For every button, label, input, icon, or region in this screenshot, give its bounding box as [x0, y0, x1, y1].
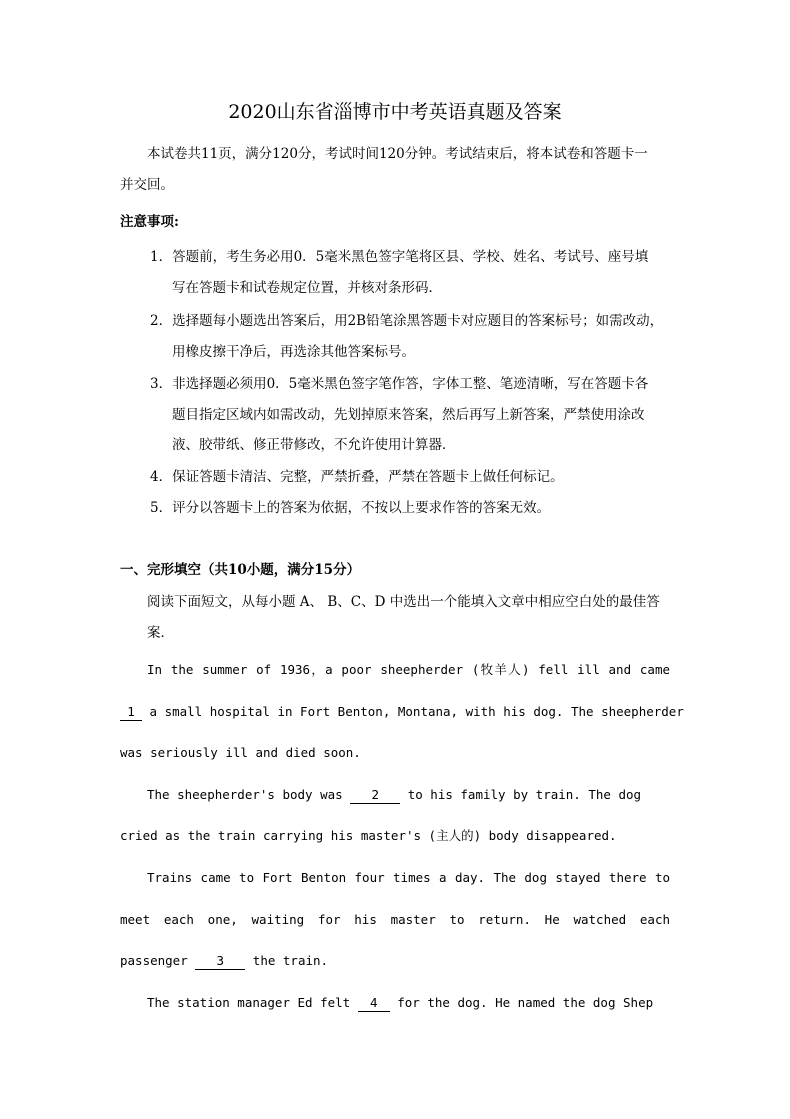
notice-item-1-line-2: 写在答题卡和试卷规定位置，并核对条形码．	[172, 280, 442, 296]
passage-p3-line-2: meet each one, waiting for his master to return. He watched each	[120, 912, 670, 927]
passage-p1-line-3: was seriously ill and died soon.	[120, 745, 361, 760]
notice-item-1-line-1: 1．答题前，考生务必用0．5毫米黑色签字笔将区县、学校、姓名、考试号、座号填	[150, 249, 649, 265]
section-1-heading: 一、完形填空（共10小题，满分15分）	[120, 562, 361, 578]
passage-p2-line-1	[147, 785, 670, 805]
section-1-instruction-line-1: 阅读下面短文，从每小题 A、 B、C、D 中选出一个能填入文章中相应空白处的最佳答	[147, 594, 660, 610]
passage-p3-line-1: Trains came to Fort Benton four times a day. The dog stayed there to	[147, 870, 670, 885]
passage-p1-line-2-text: a small hospital in Fort Benton, Montana, with his dog. The sheepherder	[142, 704, 684, 719]
notice-item-3-line-2: 题目指定区域内如需改动，先划掉原来答案，然后再写上新答案，严禁使用涂改	[172, 407, 645, 423]
blank-1[interactable]: 1	[120, 704, 142, 721]
notice-item-3-line-3: 液、胶带纸、修正带修改，不允许使用计算器．	[172, 437, 456, 453]
passage-p1-line-2	[120, 702, 684, 722]
passage-p2-line-1-text-a: The sheepherder's body was	[147, 787, 351, 802]
intro-line-1: 本试卷共11页，满分120分，考试时间120分钟。考试结束后，将本试卷和答题卡一	[147, 146, 648, 162]
notice-item-5: 5．评分以答题卡上的答案为依据，不按以上要求作答的答案无效。	[150, 500, 551, 516]
passage-p3-line-3-text-b: the train.	[245, 953, 329, 968]
notice-item-2-line-2: 用橡皮擦干净后，再选涂其他答案标号。	[172, 344, 415, 360]
blank-4[interactable]: 4	[358, 995, 390, 1012]
passage-p2-line-1-text-b: to his family by train. The dog	[400, 787, 642, 802]
passage-p4-line-1	[147, 993, 670, 1013]
notice-item-3-line-1: 3．非选择题必须用0．5毫米黑色签字笔作答，字体工整、笔迹清晰，写在答题卡各	[150, 376, 649, 392]
section-1-instruction-line-2: 案．	[147, 625, 174, 641]
passage-p2-line-2: cried as the train carrying his master's (主人的) body disappeared.	[120, 828, 617, 843]
intro-line-2: 并交回。	[120, 177, 174, 193]
notice-item-4: 4．保证答题卡清洁、完整，严禁折叠，严禁在答题卡上做任何标记。	[150, 469, 564, 485]
passage-p1-line-1: In the summer of 1936，a poor sheepherder (牧羊人) fell ill and came	[147, 662, 670, 677]
notice-item-2-line-1: 2．选择题每小题选出答案后，用2B铅笔涂黑答题卡对应题目的答案标号；如需改动，	[150, 313, 664, 329]
document-title: 2020山东省淄博市中考英语真题及答案	[228, 101, 562, 123]
blank-3[interactable]: 3	[195, 953, 245, 970]
notice-heading: 注意事项:	[120, 214, 179, 230]
blank-2[interactable]: 2	[350, 787, 400, 804]
passage-p4-line-1-text-b: for the dog. He named the dog Shep	[389, 995, 654, 1010]
passage-p3-line-3	[120, 951, 328, 971]
passage-p4-line-1-text-a: The station manager Ed felt	[147, 995, 358, 1010]
passage-p3-line-3-text-a: passenger	[120, 953, 196, 968]
